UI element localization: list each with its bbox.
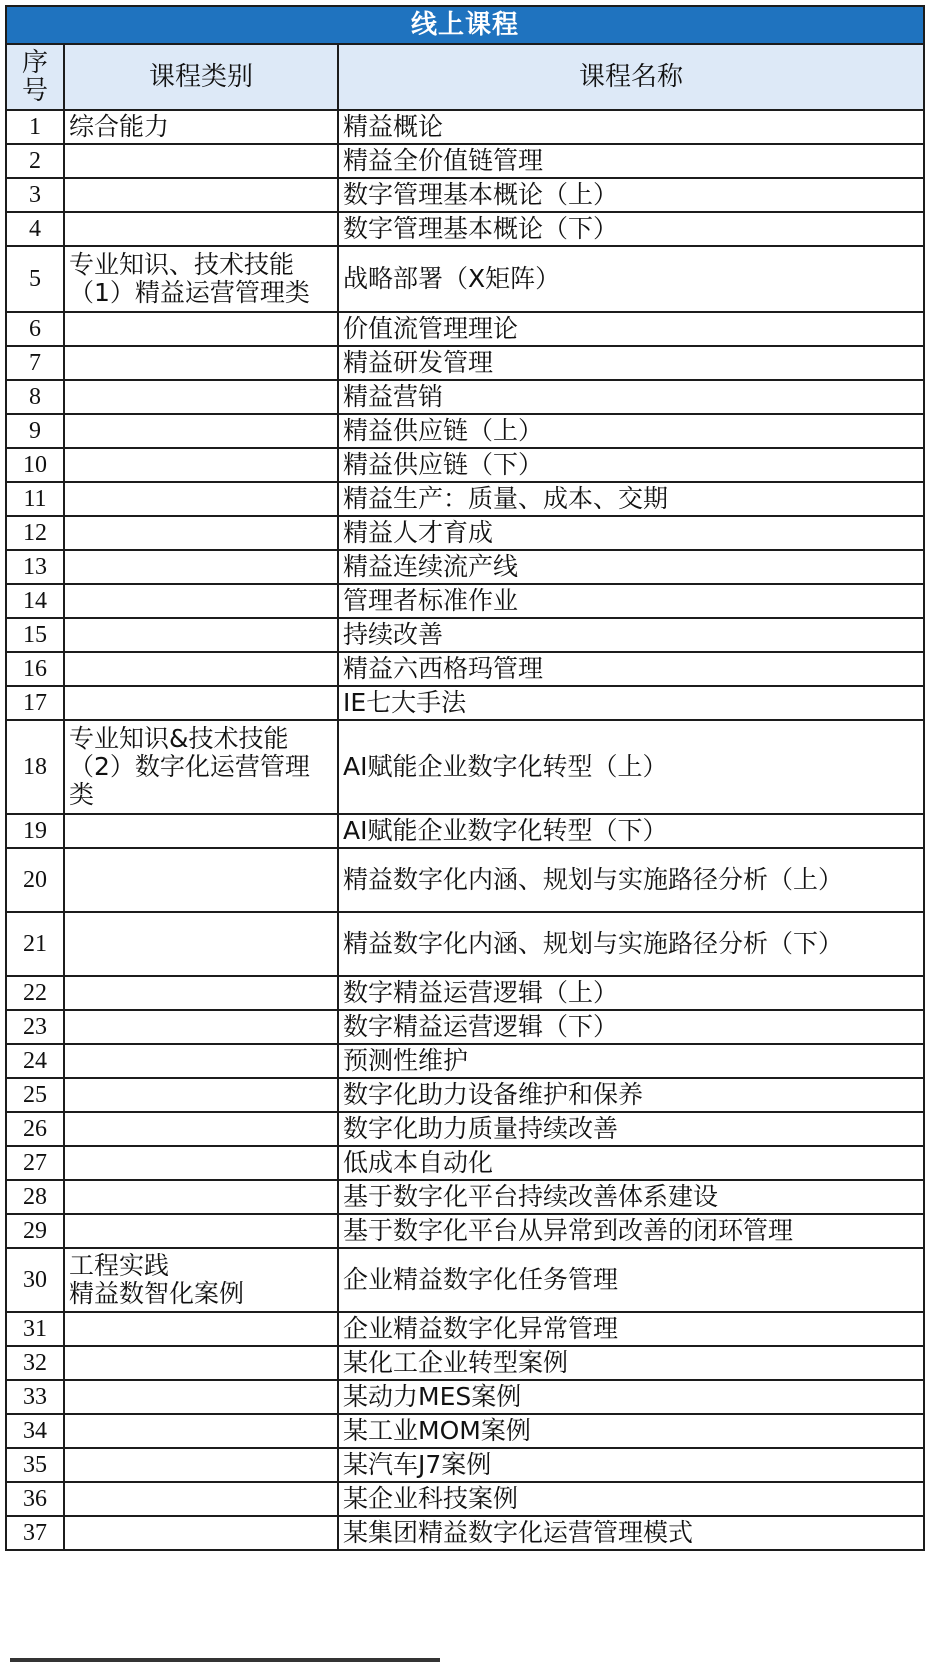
row-course-name: 基于数字化平台持续改善体系建设 (338, 1180, 924, 1214)
row-course-name: 数字精益运营逻辑（上） (338, 976, 924, 1010)
row-number: 14 (6, 584, 64, 618)
cropped-text-strip (0, 1652, 929, 1665)
row-number: 12 (6, 516, 64, 550)
table-row (6, 550, 924, 584)
row-course-name: 精益人才育成 (338, 516, 924, 550)
row-number: 20 (6, 848, 64, 912)
row-category (64, 414, 338, 448)
row-category (64, 848, 338, 912)
table-row (6, 414, 924, 448)
row-number: 33 (6, 1380, 64, 1414)
row-number: 9 (6, 414, 64, 448)
row-course-name: 精益供应链（下） (338, 448, 924, 482)
table-row (6, 1044, 924, 1078)
row-category (64, 1414, 338, 1448)
row-number: 36 (6, 1482, 64, 1516)
row-course-name: 精益全价值链管理 (338, 144, 924, 178)
table-row (6, 1180, 924, 1214)
row-category (64, 814, 338, 848)
row-category (64, 346, 338, 380)
row-course-name: 精益概论 (338, 110, 924, 144)
row-number: 23 (6, 1010, 64, 1044)
table-row (6, 346, 924, 380)
table-row (6, 1112, 924, 1146)
row-category (64, 212, 338, 246)
row-course-name: AI赋能企业数字化转型（上） (338, 720, 924, 814)
row-number: 4 (6, 212, 64, 246)
row-number: 11 (6, 482, 64, 516)
row-category (64, 1078, 338, 1112)
row-number: 28 (6, 1180, 64, 1214)
row-category (64, 482, 338, 516)
row-course-name: 精益研发管理 (338, 346, 924, 380)
row-number: 26 (6, 1112, 64, 1146)
row-course-name: 预测性维护 (338, 1044, 924, 1078)
table-row (6, 246, 924, 312)
row-number: 16 (6, 652, 64, 686)
row-course-name: 某集团精益数字化运营管理模式 (338, 1516, 924, 1550)
table-title: 线上课程 (6, 6, 924, 44)
row-course-name: 数字精益运营逻辑（下） (338, 1010, 924, 1044)
row-category (64, 1448, 338, 1482)
row-course-name: AI赋能企业数字化转型（下） (338, 814, 924, 848)
row-number: 30 (6, 1248, 64, 1312)
row-category (64, 1214, 338, 1248)
row-category (64, 912, 338, 976)
table-row (6, 1248, 924, 1312)
row-category (64, 1516, 338, 1550)
row-number: 6 (6, 312, 64, 346)
row-number: 32 (6, 1346, 64, 1380)
table-row (6, 380, 924, 414)
table-row (6, 652, 924, 686)
row-course-name: 数字化助力设备维护和保养 (338, 1078, 924, 1112)
row-number: 24 (6, 1044, 64, 1078)
table-row (6, 720, 924, 814)
table-row (6, 1414, 924, 1448)
row-category (64, 618, 338, 652)
table-row (6, 1010, 924, 1044)
row-category (64, 652, 338, 686)
row-course-name: 基于数字化平台从异常到改善的闭环管理 (338, 1214, 924, 1248)
row-course-name: IE七大手法 (338, 686, 924, 720)
row-category (64, 1010, 338, 1044)
table-row (6, 312, 924, 346)
table-row (6, 1146, 924, 1180)
header-no: 序号 (6, 44, 64, 110)
row-course-name: 价值流管理理论 (338, 312, 924, 346)
row-course-name: 精益营销 (338, 380, 924, 414)
row-course-name: 数字管理基本概论（上） (338, 178, 924, 212)
course-table-container (5, 5, 923, 1551)
row-course-name: 低成本自动化 (338, 1146, 924, 1180)
table-row (6, 814, 924, 848)
row-number: 5 (6, 246, 64, 312)
row-number: 8 (6, 380, 64, 414)
row-category (64, 1346, 338, 1380)
row-course-name: 某工业MOM案例 (338, 1414, 924, 1448)
table-row (6, 1516, 924, 1550)
table-row (6, 1448, 924, 1482)
row-course-name: 精益连续流产线 (338, 550, 924, 584)
row-number: 22 (6, 976, 64, 1010)
row-category (64, 516, 338, 550)
table-row (6, 618, 924, 652)
row-course-name: 精益数字化内涵、规划与实施路径分析（上） (338, 848, 924, 912)
table-row (6, 1214, 924, 1248)
row-number: 13 (6, 550, 64, 584)
row-category: 工程实践 精益数智化案例 (64, 1248, 338, 1312)
table-row (6, 584, 924, 618)
row-category (64, 976, 338, 1010)
row-category (64, 144, 338, 178)
row-category (64, 1112, 338, 1146)
table-row (6, 448, 924, 482)
row-category (64, 1044, 338, 1078)
row-number: 18 (6, 720, 64, 814)
row-course-name: 某动力MES案例 (338, 1380, 924, 1414)
row-category (64, 1180, 338, 1214)
row-category (64, 380, 338, 414)
table-row (6, 686, 924, 720)
row-number: 7 (6, 346, 64, 380)
row-number: 21 (6, 912, 64, 976)
row-category (64, 1146, 338, 1180)
row-category (64, 1312, 338, 1346)
table-row (6, 976, 924, 1010)
row-number: 31 (6, 1312, 64, 1346)
table-body (6, 110, 924, 1550)
row-category (64, 312, 338, 346)
row-course-name: 精益供应链（上） (338, 414, 924, 448)
row-number: 35 (6, 1448, 64, 1482)
row-category (64, 1380, 338, 1414)
row-course-name: 数字化助力质量持续改善 (338, 1112, 924, 1146)
row-category (64, 448, 338, 482)
row-number: 19 (6, 814, 64, 848)
table-row (6, 1078, 924, 1112)
table-row (6, 516, 924, 550)
row-number: 27 (6, 1146, 64, 1180)
header-row (6, 44, 924, 110)
row-category (64, 550, 338, 584)
table-row (6, 1482, 924, 1516)
row-course-name: 某企业科技案例 (338, 1482, 924, 1516)
row-category (64, 686, 338, 720)
row-category: 专业知识、技术技能（1）精益运营管理类 (64, 246, 338, 312)
table-row (6, 482, 924, 516)
row-course-name: 数字管理基本概论（下） (338, 212, 924, 246)
table-row (6, 848, 924, 912)
row-category (64, 1482, 338, 1516)
row-course-name: 企业精益数字化任务管理 (338, 1248, 924, 1312)
row-course-name: 管理者标准作业 (338, 584, 924, 618)
header-name: 课程名称 (338, 44, 924, 110)
table-row (6, 212, 924, 246)
row-number: 37 (6, 1516, 64, 1550)
row-number: 1 (6, 110, 64, 144)
row-number: 2 (6, 144, 64, 178)
row-number: 3 (6, 178, 64, 212)
row-number: 17 (6, 686, 64, 720)
row-number: 15 (6, 618, 64, 652)
row-category: 综合能力 (64, 110, 338, 144)
row-number: 29 (6, 1214, 64, 1248)
course-table (5, 5, 925, 1551)
row-course-name: 企业精益数字化异常管理 (338, 1312, 924, 1346)
table-row (6, 178, 924, 212)
row-number: 34 (6, 1414, 64, 1448)
row-number: 10 (6, 448, 64, 482)
table-row (6, 144, 924, 178)
row-course-name: 某化工企业转型案例 (338, 1346, 924, 1380)
header-category: 课程类别 (64, 44, 338, 110)
row-category (64, 178, 338, 212)
row-course-name: 战略部署（X矩阵） (338, 246, 924, 312)
table-row (6, 912, 924, 976)
row-course-name: 精益六西格玛管理 (338, 652, 924, 686)
row-category: 专业知识&技术技能（2）数字化运营管理类 (64, 720, 338, 814)
table-row (6, 1312, 924, 1346)
row-course-name: 某汽车J7案例 (338, 1448, 924, 1482)
table-row (6, 110, 924, 144)
row-number: 25 (6, 1078, 64, 1112)
table-row (6, 1380, 924, 1414)
row-category (64, 584, 338, 618)
row-course-name: 精益生产：质量、成本、交期 (338, 482, 924, 516)
row-course-name: 持续改善 (338, 618, 924, 652)
row-course-name: 精益数字化内涵、规划与实施路径分析（下） (338, 912, 924, 976)
table-row (6, 1346, 924, 1380)
